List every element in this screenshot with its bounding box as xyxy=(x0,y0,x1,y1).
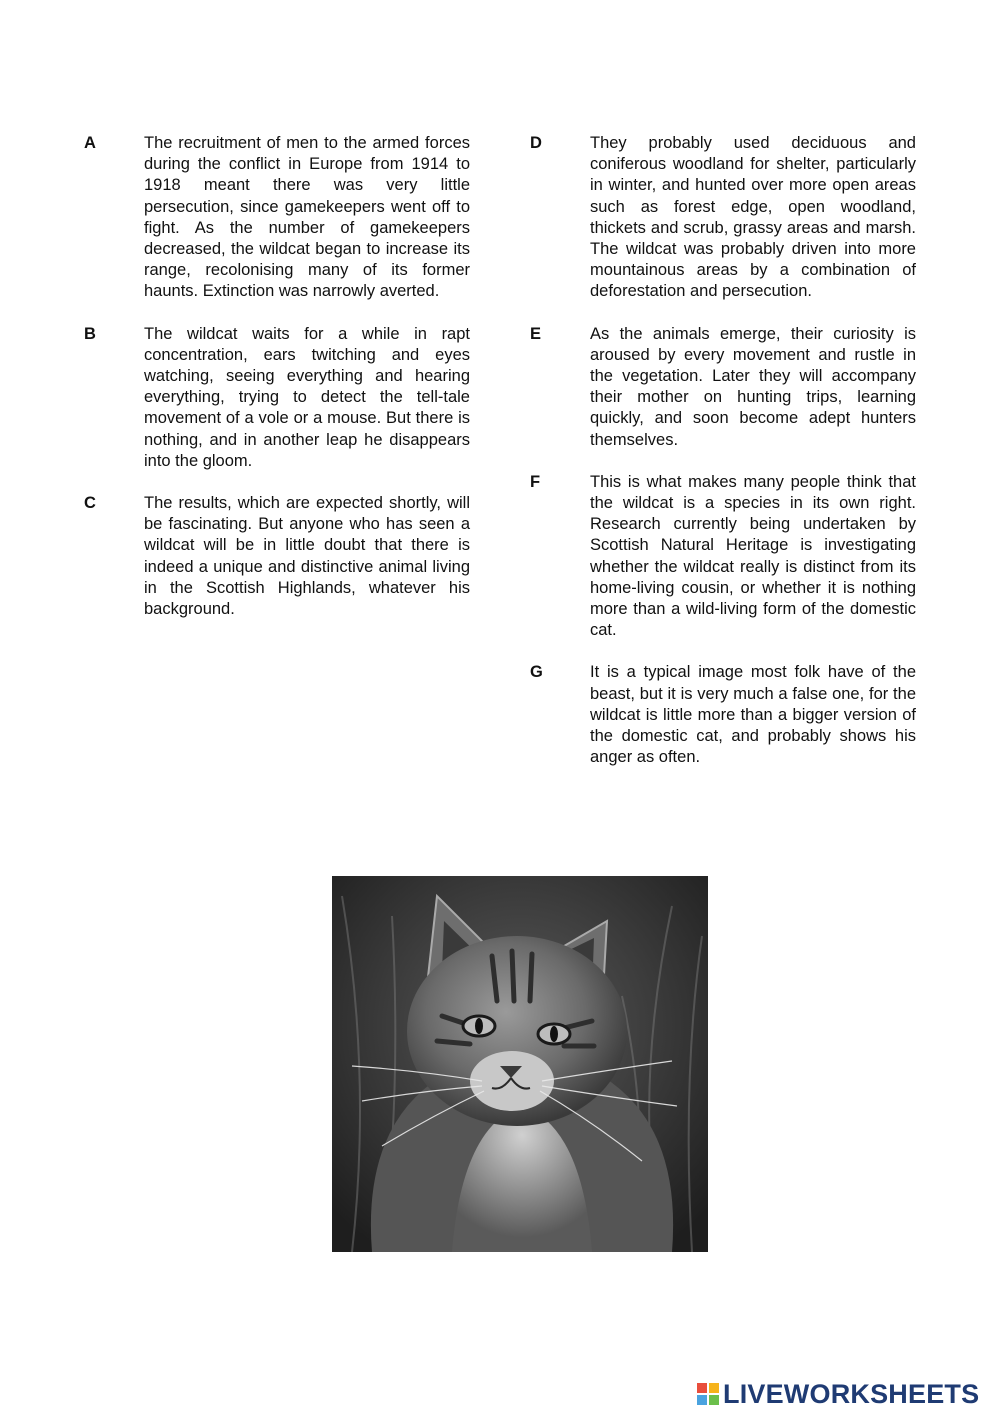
paragraph-text: It is a typical image most folk have of the beast, but it is very much a false one, for the wildcat is little more than a bigger version of the domestic cat, and probably shows his anger as often. xyxy=(590,663,916,767)
paragraph-text: The recruitment of men to the armed forces during the conflict in Europe from 1914 to 1918 meant there was very little persecution, since gamekeepers went off to fight. As the number of gamekeepers decreased, the wildcat began to increase its range, recolonising many of its former haunts. Extinction was narrowly averted. xyxy=(144,134,470,301)
logo-block xyxy=(697,1383,707,1393)
paragraph-text: They probably used deciduous and coniferous woodland for shelter, particularly in winter, and hunted over more open areas such as forest edge, open woodland, thickets and scrub, grassy areas and marsh. The wildcat was probably driven into more mountainous areas by a combination of deforestation and persecution. xyxy=(590,134,916,301)
paragraph-text: This is what makes many people think that the wildcat is a species in its own right. Research currently being undertaken by Scottish Natural Heritage is investigating whether the wildcat really is distinct from its home-living cousin, or whether it is nothing more than a wild-living form of the domestic cat. xyxy=(590,472,916,640)
paragraph-e xyxy=(530,324,918,451)
paragraph-text: As the animals emerge, their curiosity is aroused by every movement and rustle in the vegetation. Later they will accompany their mother on hunting trips, learning quickly, and soon become adept hunters themselves. xyxy=(590,324,916,449)
paragraph-letter: C xyxy=(84,494,96,513)
logo-block xyxy=(697,1395,707,1405)
paragraph-text: The wildcat waits for a while in rapt concentration, ears twitching and eyes watching, seeing everything and hearing everything, trying to detect the tell-tale movement of a vole or a mouse. But there is nothing, and in another leap he disappears into the gloom. xyxy=(144,324,470,470)
paragraph-letter: G xyxy=(530,663,543,682)
paragraph-f xyxy=(530,472,918,642)
paragraph-letter: F xyxy=(530,472,541,491)
paragraph-letter: D xyxy=(530,134,542,152)
wildcat-photo xyxy=(332,876,708,1252)
left-column xyxy=(84,133,472,641)
logo-block xyxy=(709,1395,719,1405)
paragraph-d xyxy=(530,133,918,303)
logo-blocks-icon xyxy=(697,1383,719,1405)
wildcat-illustration xyxy=(332,876,708,1252)
paragraph-text: The results, which are expected shortly, will be fascinating. But anyone who has seen a wildcat will be in little doubt that there is indeed a unique and distinctive animal living in the Scottish Highlands, whatever his background. xyxy=(144,494,470,619)
liveworksheets-logo xyxy=(697,1378,979,1410)
paragraph-a xyxy=(84,133,472,303)
paragraph-b xyxy=(84,324,472,472)
logo-text: LIVEWORKSHEETS xyxy=(723,1378,980,1409)
paragraph-c xyxy=(84,493,472,620)
paragraph-letter: A xyxy=(84,134,96,152)
right-column xyxy=(530,133,918,789)
paragraph-letter: B xyxy=(84,324,96,343)
logo-block xyxy=(709,1383,719,1393)
paragraph-letter: E xyxy=(530,324,542,343)
paragraph-g xyxy=(530,662,918,768)
